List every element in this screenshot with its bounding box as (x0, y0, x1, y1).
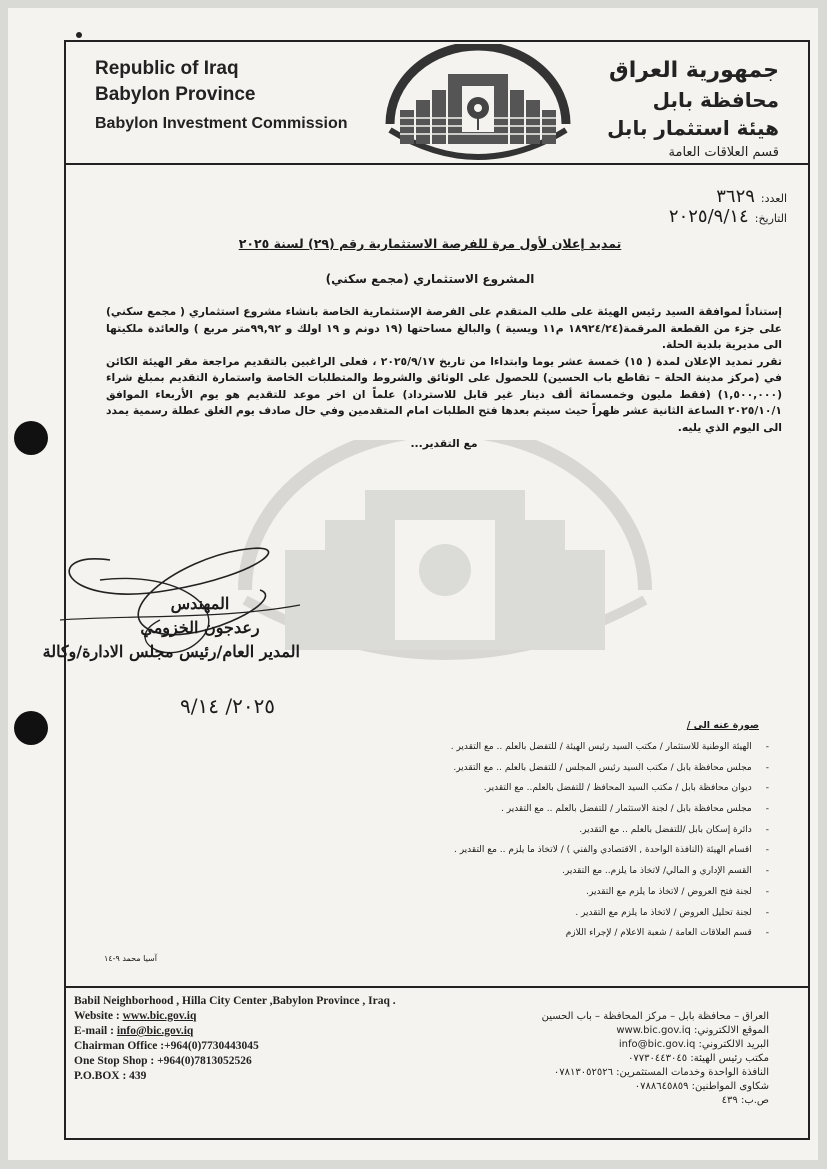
date-label: التاريخ: (754, 212, 787, 225)
pobox-ar: ص.ب: ٤٣٩ (721, 1095, 769, 1106)
copy-recipient: - لجنة فتح العروض / لاتخاذ ما يلزم مع التقدير. (169, 882, 769, 903)
commission-ar: هيئة استثمار بابل (607, 116, 779, 140)
punch-hole-top (14, 421, 48, 455)
country-ar: جمهورية العراق (609, 58, 779, 83)
email-ar: البريد الالكتروني: info@bic.gov.iq (618, 1039, 769, 1050)
copy-recipient: - الهيئة الوطنية للاستثمار / مكتب السيد رئيس الهيئة / للتفضل بالعلم .. مع التقدير . (169, 737, 769, 758)
copy-recipient: - القسم الإداري و المالي/ لاتخاذ ما يلزم.. مع التقدير. (169, 861, 769, 882)
copy-recipient: - اقسام الهيئة (النافذة الواحدة , الاقتصادي والفني ) / لاتخاذ ما يلزم .. مع التقدير . (169, 840, 769, 861)
one-stop-phone-en: One Stop Shop : +964(0)7813052526 (74, 1055, 252, 1067)
body-paragraph-1: إستناداً لموافقة السيد رئيس الهيئة على طلب المتقدم على الفرصة الإستثمارية الخاصة بانشاء مشروع استثماري ( مجمع سكني) على جزء من القطعة المرقمة(١٨٩٢٤/٢٤ م١١ ويسية ) والبالغ مساحتها (١٩ دونم و ١٩ اولك و ٩٩,٩٢متر مربع ) والعائدة ملكيتها الى مديرية بلدية الحلة. (106, 305, 782, 351)
date-value: ٢٠٢٥/٩/١٤ (668, 206, 749, 227)
email-label: E-mail : (74, 1025, 117, 1037)
letter-subtitle: المشروع الاستثماري (مجمع سكني) (325, 272, 535, 286)
province-ar: محافظة بابل (652, 88, 779, 112)
footer-address-en: Babil Neighborhood , Hilla City Center ,Babylon Province , Iraq . (74, 995, 396, 1007)
reference-block (669, 186, 787, 226)
copy-recipient: - قسم العلاقات العامة / شعبة الاعلام / لإجراء اللازم (169, 923, 769, 944)
body-paragraph-2: تقرر تمديد الإعلان لمدة ( ١٥) خمسة عشر يوما وابتداءا من تاريخ ٢٠٢٥/٩/١٧ ، فعلى الراغبين بالتقديم مراجعة مقر الهيئة الكائن في (مركز مدينة الحلة – تقاطع باب الحسين) للحصول على الوثائق والشروط والمتطلبات الخاصة واستمارة التقديم بمبلغ شراء (١,٥٠٠,٠٠٠) (فقط مليون وخمسمائة ألف دينار غير قابل للاسترداد) علماً ان اخر موعد للتقديم هو يوم الأربعاء الموافق ٢٠٢٥/١٠/١ الساعة الثانية عشر ظهراً حيث سيتم بعدها فتح الطلبات امام المتقدمين وفي حال صادف يوم الغلق عطلة رسمية يمدد الى اليوم الذي يليه. (106, 354, 782, 434)
copy-recipient: - ديوان محافظة بابل / مكتب السيد المحافظ / للتفضل بالعلم.. مع التقدير. (169, 778, 769, 799)
number-value: ٣٦٢٩ (716, 186, 755, 207)
corner-dot (76, 32, 82, 38)
footer-address-ar: العراق – محافظة بابل – مركز المحافظة – باب الحسين (541, 1011, 769, 1022)
footer-english (74, 994, 396, 1084)
copy-recipient: - مجلس محافظة بابل / مكتب السيد رئيس المجلس / للتفضل بالعلم .. مع التقدير. (169, 758, 769, 779)
copies-heading: صورة عنه الى / (686, 720, 759, 731)
commission-logo-icon (378, 44, 578, 164)
english-header (95, 56, 348, 136)
copy-recipient: - لجنة تحليل العروض / لاتخاذ ما يلزم مع التقدير . (169, 903, 769, 924)
typist-note: آسيا محمد ٩-١٤ (104, 954, 157, 963)
letter-title: تمديد إعلان لأول مرة للفرصة الاستثمارية رقم (٢٩) لسنة ٢٠٢٥ (238, 236, 622, 251)
copy-recipient: - دائرة إسكان بابل /للتفضل بالعلم .. مع التقدير. (169, 820, 769, 841)
one-stop-phone-ar: النافذة الواحدة وخدمات المستثمرين: ٠٧٨١٣٠٥٢٥٢٦ (553, 1067, 769, 1078)
arabic-header (607, 56, 779, 164)
department-ar: قسم العلاقات العامة (668, 145, 779, 160)
number-label: العدد: (760, 192, 787, 205)
complaints-phone-ar: شكاوى المواطنين: ٠٧٨٨٦٤٥٨٥٩ (634, 1081, 769, 1092)
commission-en: Babylon Investment Commission (95, 115, 348, 132)
signatory-block (42, 592, 300, 664)
country-en: Republic of Iraq (95, 58, 239, 79)
signatory-role: المهندس (170, 594, 230, 613)
chairman-phone-en: Chairman Office :+964(0)7730443045 (74, 1040, 259, 1052)
province-en: Babylon Province (95, 84, 256, 105)
footer-arabic (542, 1010, 769, 1108)
copies-list (169, 720, 769, 944)
signatory-position: المدير العام/رئيس مجلس الادارة/وكالة (42, 642, 300, 661)
signatory-name: رعدجون الخزومي (140, 618, 260, 637)
website-ar: الموقع الالكتروني: www.bic.gov.iq (616, 1025, 769, 1036)
pobox-en: P.O.BOX : 439 (74, 1070, 147, 1082)
letter-body (106, 304, 782, 453)
email-link[interactable]: info@bic.gov.iq (116, 1025, 194, 1037)
footer-divider (64, 986, 810, 988)
website-label: Website : (74, 1010, 123, 1022)
signature-date: ٢٠٢٥/ ٩/١٤ (180, 694, 276, 718)
closing-text: مع التقدير... (410, 437, 478, 450)
website-link[interactable]: www.bic.gov.iq (122, 1010, 197, 1022)
chairman-phone-ar: مكتب رئيس الهيئة: ٠٧٧٣٠٤٤٣٠٤٥ (628, 1053, 769, 1064)
copy-recipient: - مجلس محافظة بابل / لجنة الاستثمار / للتفضل بالعلم .. مع التقدير . (169, 799, 769, 820)
